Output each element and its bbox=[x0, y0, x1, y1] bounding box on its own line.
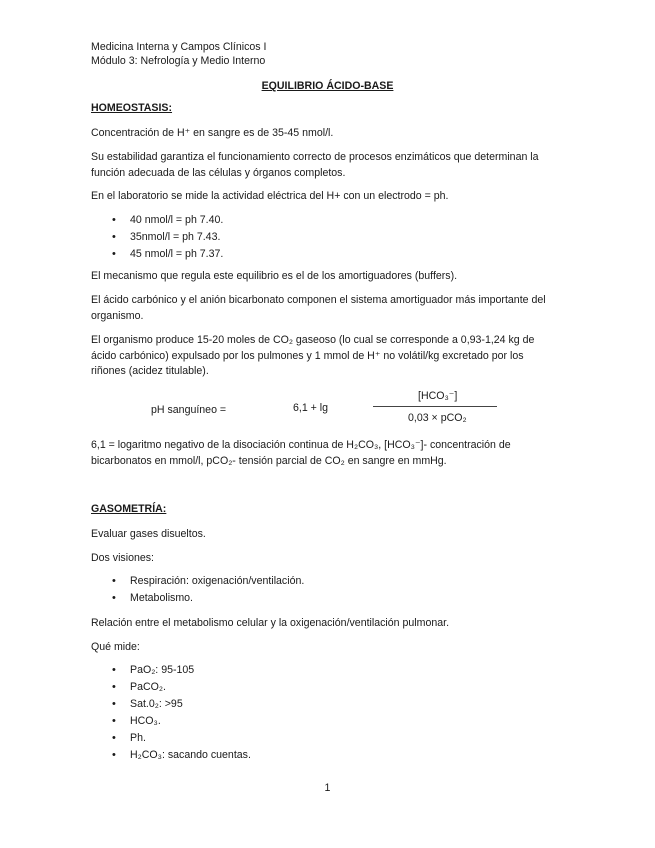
document-title: EQUILIBRIO ÁCIDO-BASE bbox=[261, 80, 394, 92]
paragraph-stability: Su estabilidad garantiza el funcionamiento correcto de procesos enzimáticos que determinan la función adecuada de las células y órganos completos. bbox=[91, 151, 539, 179]
list-item: • 40 nmol/l = ph 7.40. bbox=[112, 212, 223, 229]
formula-denominator: 0,03 × pCO₂ bbox=[408, 412, 467, 424]
paragraph-laboratory: En el laboratorio se mide la actividad eléctrica del H+ con un electrodo = ph. bbox=[91, 190, 449, 202]
paragraph-formula-legend: 6,1 = logaritmo negativo de la disociación continua de H₂CO₃, [HCO₃⁻]- concentración de bicarbonatos en mmol/l, pCO₂- tensión parcial de CO₂ en sangre en mmHg. bbox=[91, 439, 511, 467]
list-item: • H₂CO₃: sacando cuentas. bbox=[112, 747, 251, 764]
henderson-hasselbalch-formula bbox=[0, 390, 655, 430]
list-item: • PaCO₂. bbox=[112, 679, 251, 696]
list-item: • PaO₂: 95-105 bbox=[112, 662, 251, 679]
list-item: • Ph. bbox=[112, 730, 251, 747]
measurements-list bbox=[112, 662, 251, 764]
header-course: Medicina Interna y Campos Clínicos I bbox=[91, 41, 267, 53]
formula-numerator: [HCO₃⁻] bbox=[418, 390, 458, 402]
paragraph-h-concentration: Concentración de H⁺ en sangre es de 35-45 nmol/l. bbox=[91, 127, 334, 139]
ph-values-list bbox=[112, 212, 223, 263]
list-item: • Respiración: oxigenación/ventilación. bbox=[112, 573, 304, 590]
section-heading-gasometria: GASOMETRÍA: bbox=[91, 503, 167, 515]
paragraph-relation: Relación entre el metabolismo celular y la oxigenación/ventilación pulmonar. bbox=[91, 617, 450, 629]
page-number: 1 bbox=[324, 782, 331, 794]
header-module: Módulo 3: Nefrología y Medio Interno bbox=[91, 55, 266, 67]
fraction-bar bbox=[373, 406, 497, 407]
list-item: • HCO₃. bbox=[112, 713, 251, 730]
paragraph-buffers: El mecanismo que regula este equilibrio es el de los amortiguadores (buffers). bbox=[91, 270, 458, 282]
paragraph-co2-production: El organismo produce 15-20 moles de CO₂ gaseoso (lo cual se corresponde a 0,93-1,24 kg de ácido carbónico) expulsado por los pulmones y 1 mmol de H⁺ no volátil/kg excretado por los riñones (acidez titulable). bbox=[91, 334, 535, 377]
list-item: • Metabolismo. bbox=[112, 590, 304, 607]
paragraph-what-it-measures: Qué mide: bbox=[91, 641, 140, 653]
list-item: • 35nmol/l = ph 7.43. bbox=[112, 229, 223, 246]
formula-label: pH sanguíneo = bbox=[151, 404, 227, 416]
list-item: • 45 nmol/l = ph 7.37. bbox=[112, 246, 223, 263]
formula-constant: 6,1 + lg bbox=[293, 402, 329, 414]
views-list bbox=[112, 573, 304, 607]
section-heading-homeostasis: HOMEOSTASIS: bbox=[91, 102, 173, 114]
list-item: • Sat.0₂: >95 bbox=[112, 696, 251, 713]
paragraph-two-views: Dos visiones: bbox=[91, 552, 154, 564]
paragraph-carbonic-acid: El ácido carbónico y el anión bicarbonato componen el sistema amortiguador más importante del organismo. bbox=[91, 294, 546, 322]
document-header bbox=[91, 40, 266, 68]
paragraph-dissolved-gases: Evaluar gases disueltos. bbox=[91, 528, 206, 540]
